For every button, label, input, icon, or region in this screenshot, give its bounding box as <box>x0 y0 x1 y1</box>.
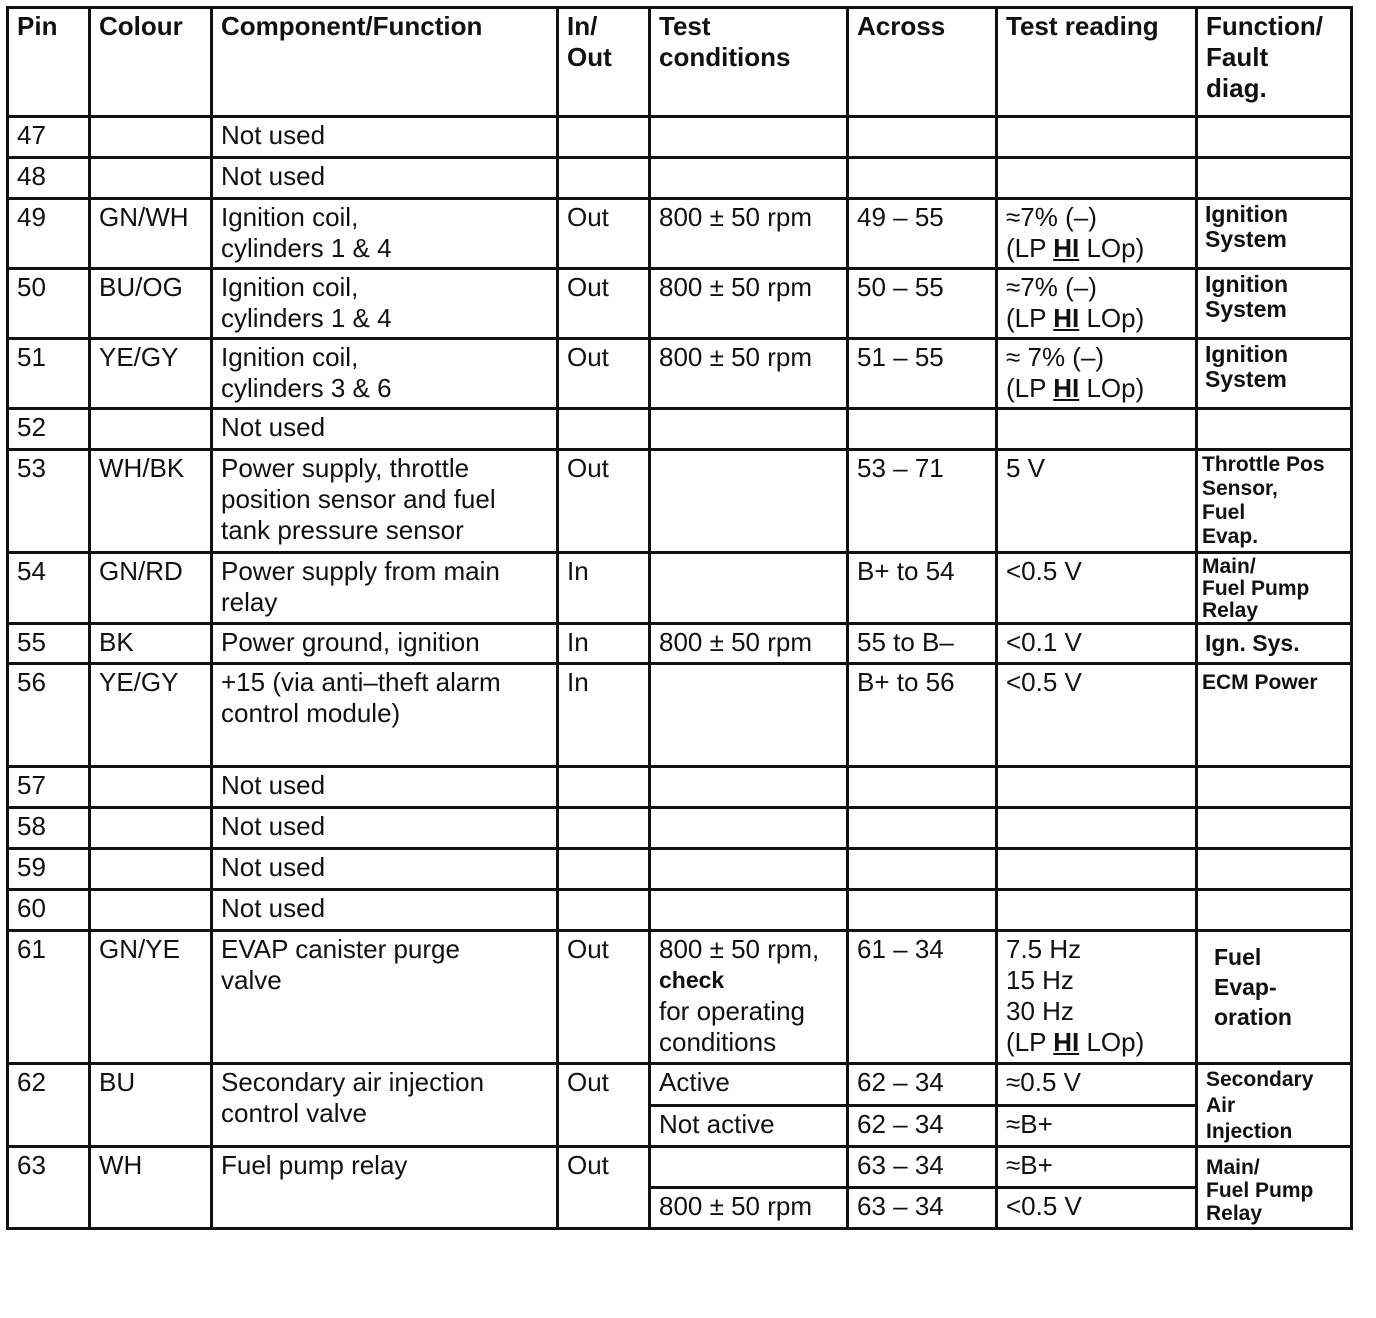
function-cell <box>1197 450 1352 553</box>
function-line: Main/ <box>1202 555 1256 578</box>
function-line: Ignition <box>1205 271 1289 297</box>
conditions-cell <box>650 890 848 931</box>
colour-cell <box>90 890 212 931</box>
component-line: control module) <box>221 698 401 728</box>
pin-cell: 50 <box>8 269 90 339</box>
function-cell <box>1197 339 1352 409</box>
across-cell <box>848 117 997 158</box>
pin-cell: 52 <box>8 409 90 450</box>
pin-cell: 49 <box>8 199 90 269</box>
colour-cell: BK <box>90 624 212 664</box>
component-line: EVAP canister purge <box>221 934 460 964</box>
function-cell <box>1197 808 1352 849</box>
function-cell <box>1197 553 1352 624</box>
header-row <box>8 8 1352 117</box>
header-inout: In/ Out <box>558 8 650 117</box>
table-row <box>8 664 1352 767</box>
across-cell: 49 – 55 <box>848 199 997 269</box>
colour-cell <box>90 767 212 808</box>
function-cell <box>1197 849 1352 890</box>
reading-cell: <0.1 V <box>997 624 1197 664</box>
function-line: Fuel Pump <box>1206 1179 1314 1202</box>
component-line: relay <box>221 587 278 617</box>
table-row <box>8 339 1352 409</box>
pin-cell: 47 <box>8 117 90 158</box>
function-cell <box>1197 890 1352 931</box>
reading-cell <box>997 199 1197 269</box>
conditions-cell <box>650 450 848 553</box>
component-cell: Fuel pump relay <box>212 1147 558 1229</box>
function-cell <box>1197 409 1352 450</box>
function-line: Air <box>1206 1094 1236 1117</box>
table-row <box>8 450 1352 553</box>
conditions-cell: 800 ± 50 rpm <box>650 624 848 664</box>
reading-hi: HI <box>1053 373 1080 403</box>
function-cell <box>1197 117 1352 158</box>
header-test-conditions: Test conditions <box>650 8 848 117</box>
reading-line <box>1006 373 1195 404</box>
function-cell <box>1197 199 1352 269</box>
reading-hi: HI <box>1053 303 1080 333</box>
reading-line: ≈7% (–) <box>1006 202 1097 232</box>
colour-cell: GN/YE <box>90 931 212 1064</box>
reading-line <box>1006 1027 1195 1058</box>
pin-cell: 61 <box>8 931 90 1064</box>
pin-cell: 48 <box>8 158 90 199</box>
conditions-line: conditions <box>659 1027 777 1057</box>
component-line: tank pressure sensor <box>221 515 464 545</box>
colour-cell <box>90 117 212 158</box>
pin-cell: 59 <box>8 849 90 890</box>
component-cell: Not used <box>212 808 558 849</box>
function-line: Evap- <box>1214 974 1277 1000</box>
component-line: Ignition coil, <box>221 202 359 232</box>
inout-cell: Out <box>558 339 650 409</box>
component-cell: Not used <box>212 767 558 808</box>
across-cell <box>848 409 997 450</box>
across-cell: 55 to B– <box>848 624 997 664</box>
reading-cell: ≈0.5 V <box>997 1064 1197 1106</box>
reading-line: 30 Hz <box>1006 996 1074 1026</box>
inout-cell <box>558 808 650 849</box>
table-row <box>8 199 1352 269</box>
component-cell: Not used <box>212 117 558 158</box>
header-component: Component/Function <box>212 8 558 117</box>
reading-cell <box>997 767 1197 808</box>
pin-cell: 63 <box>8 1147 90 1229</box>
colour-cell <box>90 849 212 890</box>
function-line: Throttle Pos <box>1202 453 1325 476</box>
conditions-cell <box>650 849 848 890</box>
table-row <box>8 767 1352 808</box>
reading-lp: (LP <box>1006 1027 1054 1057</box>
component-line: cylinders 1 & 4 <box>221 233 392 263</box>
across-cell <box>848 767 997 808</box>
header-across: Across <box>848 8 997 117</box>
function-cell: ECM Power <box>1197 664 1352 767</box>
conditions-cell <box>650 409 848 450</box>
colour-cell <box>90 808 212 849</box>
inout-cell: Out <box>558 1064 650 1147</box>
table-row <box>8 1064 1352 1106</box>
function-cell <box>1197 931 1352 1064</box>
component-line: Ignition coil, <box>221 272 359 302</box>
colour-cell: GN/WH <box>90 199 212 269</box>
conditions-cell <box>650 931 848 1064</box>
reading-line: ≈7% (–) <box>1006 272 1097 302</box>
reading-cell: <0.5 V <box>997 1188 1197 1229</box>
conditions-line: for operating <box>659 996 805 1026</box>
reading-hi: HI <box>1053 1027 1080 1057</box>
function-line: Sensor, <box>1202 477 1278 500</box>
function-cell <box>1197 1147 1352 1229</box>
reading-lop: LOp) <box>1079 373 1145 403</box>
function-line: System <box>1205 366 1287 392</box>
conditions-cell <box>650 664 848 767</box>
component-line: cylinders 3 & 6 <box>221 373 392 403</box>
reading-line: 7.5 Hz <box>1006 934 1082 964</box>
colour-cell <box>90 158 212 199</box>
component-line: +15 (via anti–theft alarm <box>221 667 501 697</box>
reading-cell: <0.5 V <box>997 553 1197 624</box>
reading-cell: ≈B+ <box>997 1147 1197 1188</box>
component-cell <box>212 199 558 269</box>
conditions-cell: Not active <box>650 1105 848 1147</box>
across-cell: 62 – 34 <box>848 1064 997 1106</box>
component-line: Ignition coil, <box>221 342 359 372</box>
across-cell <box>848 158 997 199</box>
table-row <box>8 269 1352 339</box>
across-cell: 51 – 55 <box>848 339 997 409</box>
reading-cell <box>997 931 1197 1064</box>
inout-cell <box>558 890 650 931</box>
inout-cell: Out <box>558 450 650 553</box>
function-line: Fuel Pump <box>1202 577 1310 600</box>
table-row <box>8 117 1352 158</box>
pin-cell: 55 <box>8 624 90 664</box>
inout-cell: In <box>558 553 650 624</box>
component-cell <box>212 553 558 624</box>
component-line: Power supply from main <box>221 556 500 586</box>
reading-cell <box>997 269 1197 339</box>
function-line: Injection <box>1206 1120 1293 1143</box>
conditions-line: 800 ± 50 rpm, <box>659 934 820 964</box>
component-cell <box>212 931 558 1064</box>
inout-cell: In <box>558 624 650 664</box>
reading-lp: (LP <box>1006 303 1054 333</box>
function-line: System <box>1205 296 1287 322</box>
reading-lop: LOp) <box>1079 233 1145 263</box>
component-cell: Not used <box>212 409 558 450</box>
conditions-cell <box>650 1147 848 1188</box>
table-row <box>8 808 1352 849</box>
component-line: position sensor and fuel <box>221 484 496 514</box>
component-cell <box>212 450 558 553</box>
table-row <box>8 409 1352 450</box>
component-cell <box>212 664 558 767</box>
inout-cell <box>558 767 650 808</box>
across-cell <box>848 849 997 890</box>
conditions-cell <box>650 553 848 624</box>
inout-cell: Out <box>558 931 650 1064</box>
colour-cell: YE/GY <box>90 664 212 767</box>
table-row <box>8 890 1352 931</box>
reading-cell <box>997 339 1197 409</box>
conditions-cell <box>650 117 848 158</box>
function-line: Main/ <box>1206 1156 1260 1179</box>
header-pin: Pin <box>8 8 90 117</box>
component-cell <box>212 1064 558 1147</box>
table-row <box>8 553 1352 624</box>
component-cell: Not used <box>212 158 558 199</box>
pin-cell: 60 <box>8 890 90 931</box>
reading-line: ≈ 7% (–) <box>1006 342 1105 372</box>
conditions-cell: 800 ± 50 rpm <box>650 1188 848 1229</box>
reading-cell <box>997 117 1197 158</box>
inout-cell <box>558 158 650 199</box>
inout-cell: In <box>558 664 650 767</box>
pin-cell: 57 <box>8 767 90 808</box>
component-line: control valve <box>221 1098 367 1128</box>
component-cell: Not used <box>212 890 558 931</box>
header-test-reading: Test reading <box>997 8 1197 117</box>
across-cell <box>848 890 997 931</box>
colour-cell: WH/BK <box>90 450 212 553</box>
function-line: Secondary <box>1206 1068 1314 1091</box>
conditions-cell: Active <box>650 1064 848 1106</box>
reading-cell <box>997 158 1197 199</box>
component-line: Power supply, throttle <box>221 453 470 483</box>
conditions-cell: 800 ± 50 rpm <box>650 199 848 269</box>
function-cell <box>1197 1064 1352 1147</box>
across-cell: 50 – 55 <box>848 269 997 339</box>
reading-line <box>1006 233 1195 264</box>
pin-cell: 62 <box>8 1064 90 1147</box>
reading-lp: (LP <box>1006 233 1054 263</box>
function-cell <box>1197 158 1352 199</box>
reading-lop: LOp) <box>1079 303 1145 333</box>
function-cell: Ign. Sys. <box>1197 624 1352 664</box>
conditions-cell <box>650 158 848 199</box>
function-line: Evap. <box>1202 525 1259 548</box>
across-cell: 63 – 34 <box>848 1147 997 1188</box>
reading-cell <box>997 890 1197 931</box>
conditions-line: check <box>659 967 725 993</box>
inout-cell: Out <box>558 269 650 339</box>
table-row <box>8 624 1352 664</box>
reading-cell <box>997 808 1197 849</box>
pin-cell: 53 <box>8 450 90 553</box>
function-line: Ignition <box>1205 341 1289 367</box>
inout-cell <box>558 409 650 450</box>
conditions-cell <box>650 808 848 849</box>
function-line: Ignition <box>1205 201 1289 227</box>
colour-cell: WH <box>90 1147 212 1229</box>
reading-cell: ≈B+ <box>997 1105 1197 1147</box>
inout-cell: Out <box>558 199 650 269</box>
component-cell: Power ground, ignition <box>212 624 558 664</box>
function-line: Fuel <box>1202 501 1246 524</box>
across-cell: 61 – 34 <box>848 931 997 1064</box>
function-line: System <box>1205 226 1287 252</box>
pin-table <box>6 6 1353 1230</box>
table-row <box>8 1147 1352 1188</box>
reading-cell <box>997 409 1197 450</box>
function-cell <box>1197 767 1352 808</box>
reading-cell: <0.5 V <box>997 664 1197 767</box>
table-row <box>8 158 1352 199</box>
reading-line <box>1006 303 1195 334</box>
header-function: Function/ Fault diag. <box>1197 8 1352 117</box>
across-cell: 62 – 34 <box>848 1105 997 1147</box>
function-cell <box>1197 269 1352 339</box>
across-cell <box>848 808 997 849</box>
reading-lp: (LP <box>1006 373 1054 403</box>
pin-cell: 58 <box>8 808 90 849</box>
component-cell: Not used <box>212 849 558 890</box>
across-cell: B+ to 56 <box>848 664 997 767</box>
across-cell: 53 – 71 <box>848 450 997 553</box>
reading-cell: 5 V <box>997 450 1197 553</box>
component-cell <box>212 339 558 409</box>
table-row <box>8 931 1352 1064</box>
reading-lop: LOp) <box>1079 1027 1145 1057</box>
component-line: cylinders 1 & 4 <box>221 303 392 333</box>
colour-cell: BU/OG <box>90 269 212 339</box>
table-row <box>8 849 1352 890</box>
pin-cell: 56 <box>8 664 90 767</box>
across-cell: B+ to 54 <box>848 553 997 624</box>
reading-line: 15 Hz <box>1006 965 1074 995</box>
component-cell <box>212 269 558 339</box>
function-line: Relay <box>1206 1202 1263 1225</box>
conditions-cell: 800 ± 50 rpm <box>650 269 848 339</box>
conditions-cell: 800 ± 50 rpm <box>650 339 848 409</box>
colour-cell <box>90 409 212 450</box>
reading-hi: HI <box>1053 233 1080 263</box>
colour-cell: YE/GY <box>90 339 212 409</box>
component-line: Secondary air injection <box>221 1067 485 1097</box>
function-line: Fuel <box>1214 944 1262 970</box>
component-line: valve <box>221 965 282 995</box>
colour-cell: GN/RD <box>90 553 212 624</box>
inout-cell: Out <box>558 1147 650 1229</box>
pin-cell: 54 <box>8 553 90 624</box>
inout-cell <box>558 117 650 158</box>
function-line: Relay <box>1202 599 1259 622</box>
across-cell: 63 – 34 <box>848 1188 997 1229</box>
header-colour: Colour <box>90 8 212 117</box>
inout-cell <box>558 849 650 890</box>
pin-cell: 51 <box>8 339 90 409</box>
reading-cell <box>997 849 1197 890</box>
colour-cell: BU <box>90 1064 212 1147</box>
function-line: oration <box>1214 1004 1292 1030</box>
conditions-cell <box>650 767 848 808</box>
